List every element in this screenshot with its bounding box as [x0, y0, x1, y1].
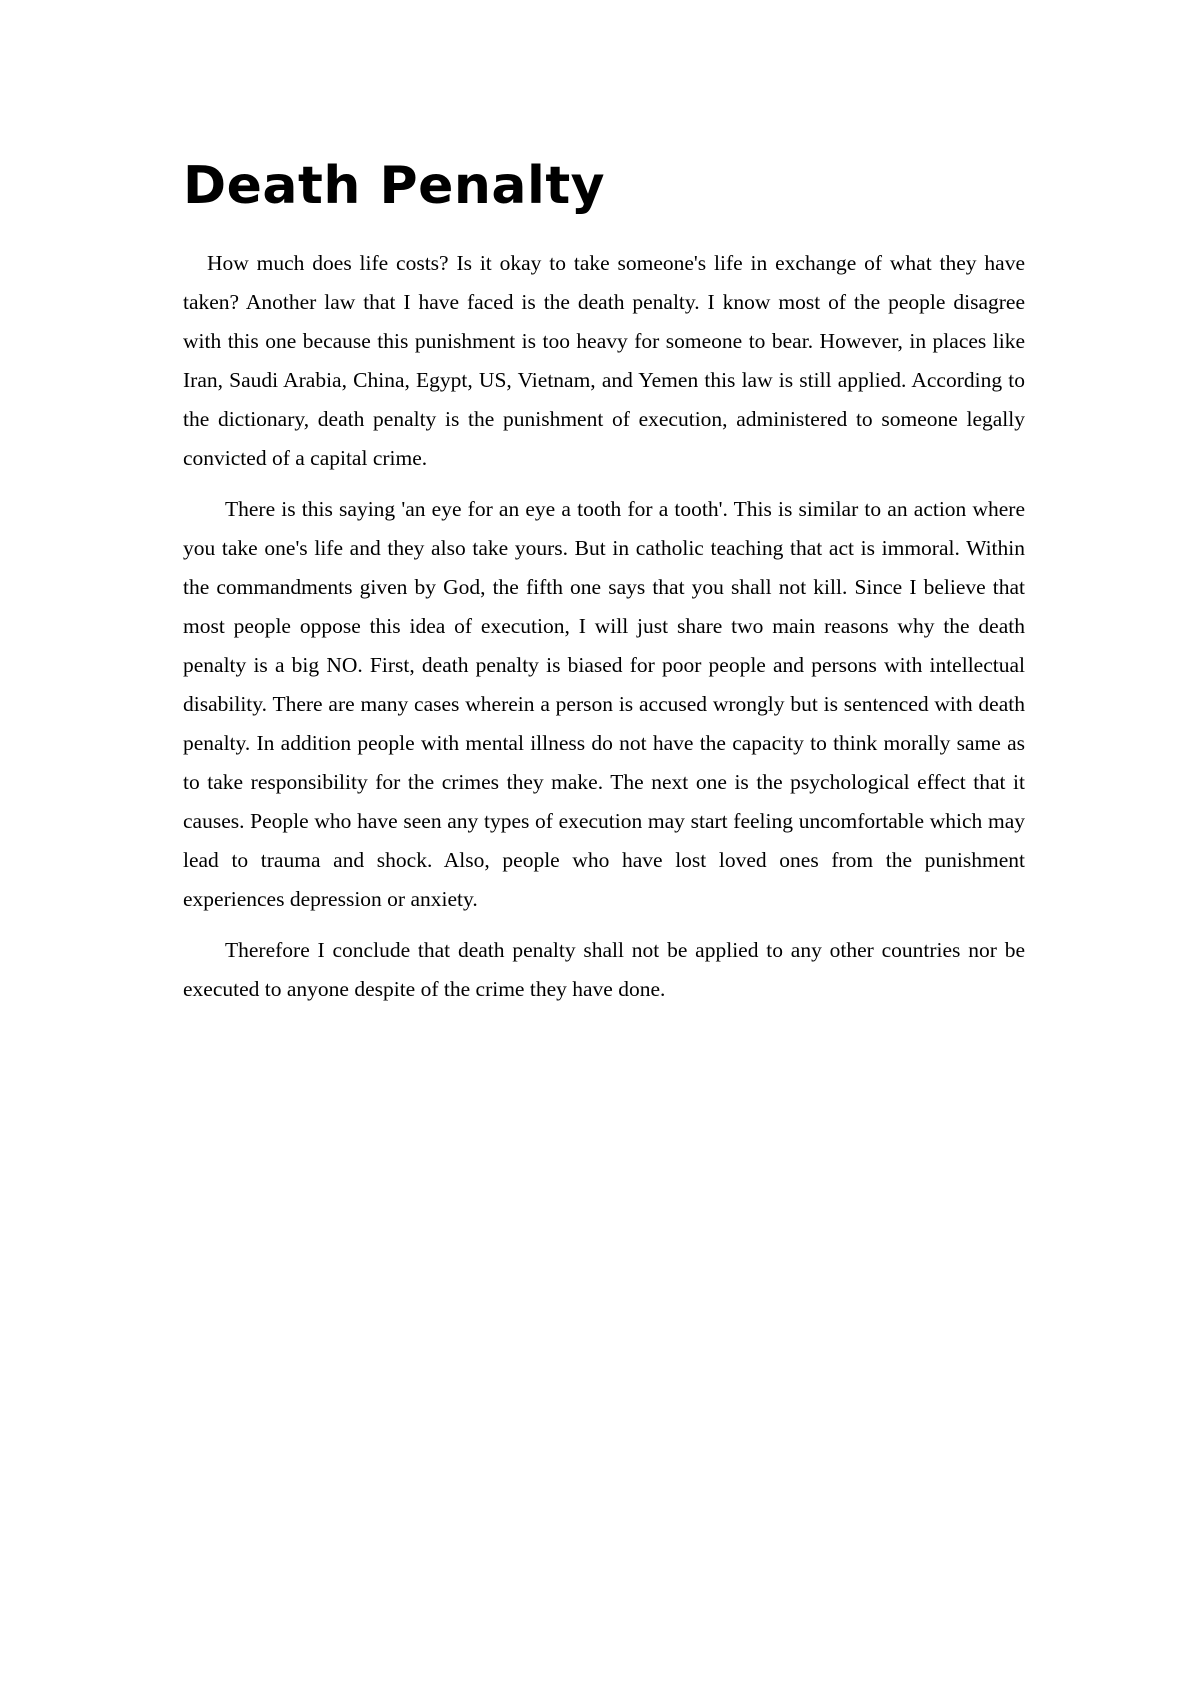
paragraph-body: There is this saying 'an eye for an eye a tooth for a tooth'. This is similar to an action where you take one's life and they also take yours. But in catholic teaching that act is immoral. Within the commandments given by God, the fifth one says that you shall not kill. Since I believe that most people oppose this idea of execution, I will just share two main reasons why the death penalty is a big NO. First, death penalty is biased for poor people and persons with intellectual disability. There are many cases wherein a person is accused wrongly but is sentenced with death penalty. In addition people with mental illness do not have the capacity to think morally same as to take responsibility for the crimes they make. The next one is the psychological effect that it causes. People who have seen any types of execution may start feeling uncomfortable which may lead to trauma and shock. Also, people who have lost loved ones from the punishment experiences depression or anxiety.: [183, 497, 1025, 911]
paragraph-conclusion: Therefore I conclude that death penalty shall not be applied to any other countries nor be executed to anyone despite of the crime they have done.: [183, 938, 1025, 1001]
document-content: [183, 150, 1025, 1021]
paragraph-intro: How much does life costs? Is it okay to take someone's life in exchange of what they have taken? Another law that I have faced is the death penalty. I know most of the people disagree with this one because this punishment is too heavy for someone to bear. However, in places like Iran, Saudi Arabia, China, Egypt, US, Vietnam, and Yemen this law is still applied. According to the dictionary, death penalty is the punishment of execution, administered to someone legally convicted of a capital crime.: [183, 251, 1025, 470]
document-title: Death Penalty: [183, 156, 606, 216]
